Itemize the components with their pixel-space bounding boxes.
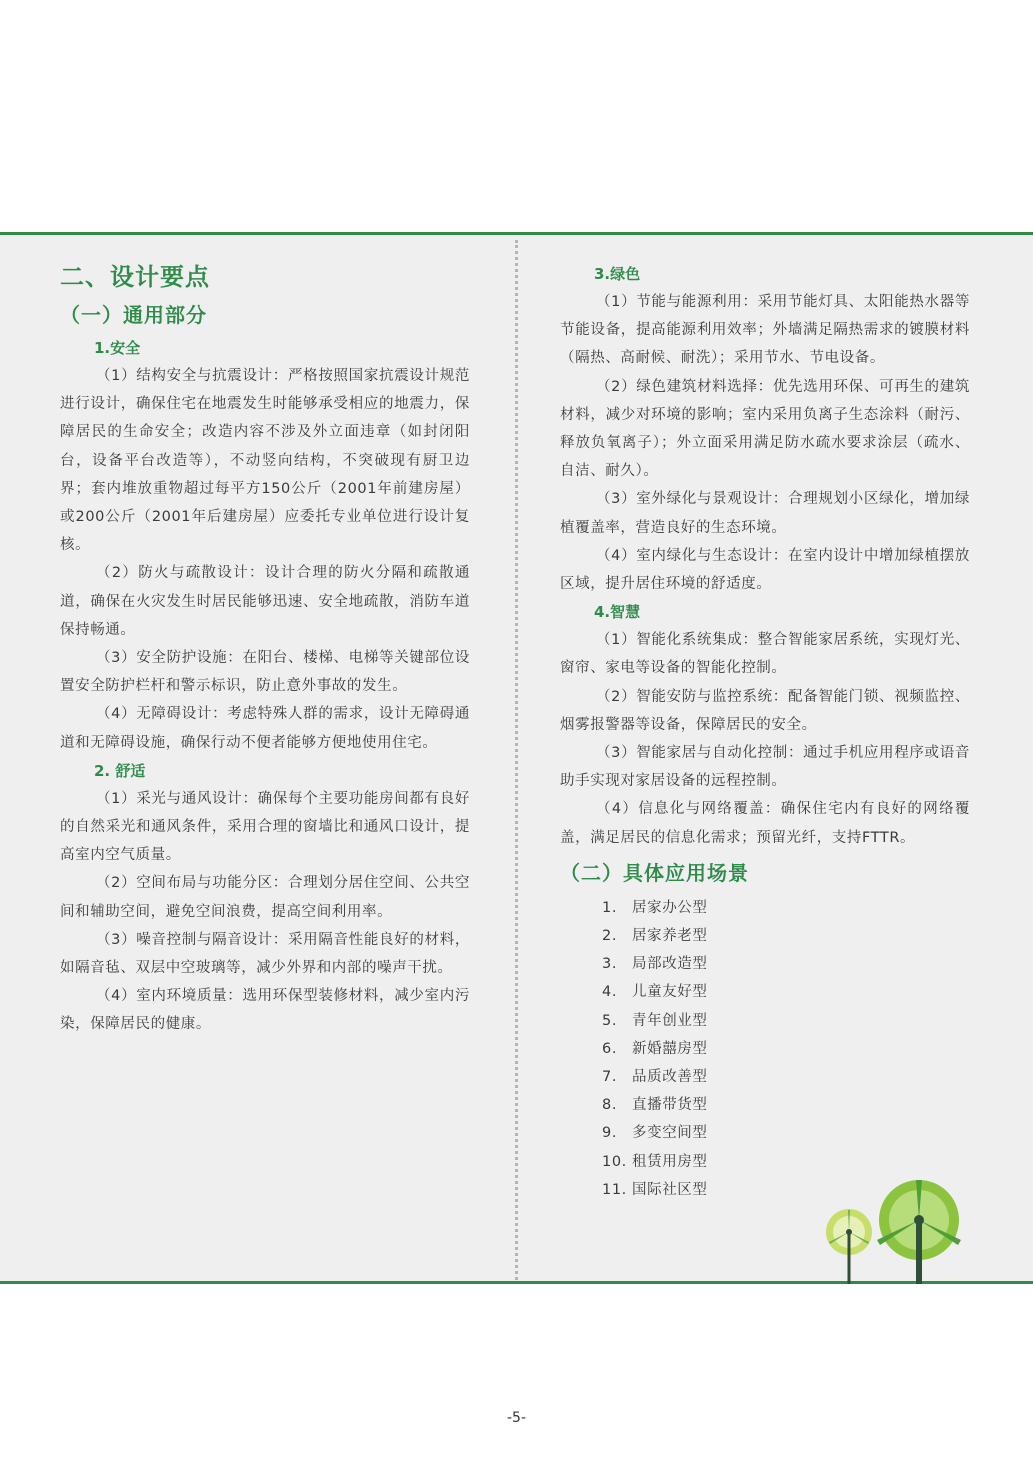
list-item: 5. 青年创业型: [602, 1012, 708, 1029]
paragraph: （3）噪音控制与隔音设计：采用隔音性能良好的材料，如隔音毡、双层中空玻璃等，减少外界和内部的噪声干扰。: [60, 931, 470, 977]
safety-title: 1.安全: [94, 339, 141, 357]
paragraph: （3）安全防护设施：在阳台、楼梯、电梯等关键部位设置安全防护栏杆和警示标识，防止意外事故的发生。: [60, 650, 470, 695]
section-heading: 二、设计要点: [60, 263, 210, 291]
list-item: 3. 局部改造型: [602, 956, 708, 973]
comfort-title: 2. 舒适: [94, 761, 146, 780]
left-column: [60, 260, 470, 1039]
page-number: -5-: [506, 1410, 526, 1426]
paragraph: （3）智能家居与自动化控制：通过手机应用程序或语音助手实现对家居设备的远程控制。: [560, 745, 970, 790]
list-item: 11. 国际社区型: [602, 1181, 708, 1198]
list-item: 8. 直播带货型: [602, 1097, 708, 1114]
paragraph: （2）智能安防与监控系统：配备智能门锁、视频监控、烟雾报警器等设备，保障居民的安全。: [560, 688, 970, 733]
list-item: 9. 多变空间型: [602, 1125, 708, 1142]
wind-turbine-icon: [815, 1170, 975, 1284]
smart-title: 4.智慧: [594, 603, 641, 622]
subsection-heading-scenarios: （二）具体应用场景: [560, 860, 749, 885]
list-item: 6. 新婚囍房型: [602, 1040, 708, 1057]
paragraph: （4）室内环境质量：选用环保型装修材料，减少室内污染，保障居民的健康。: [60, 988, 470, 1033]
paragraph: （1）智能化系统集成：整合智能家居系统，实现灯光、窗帘、家电等设备的智能化控制。: [560, 632, 970, 677]
scenario-list: [560, 894, 970, 1204]
column-divider: [515, 240, 518, 1280]
green-title: 3.绿色: [594, 265, 641, 283]
paragraph: （2）空间布局与功能分区：合理划分居住空间、公共空间和辅助空间，避免空间浪费，提高空间利用率。: [60, 875, 470, 920]
subsection-heading-general: （一）通用部分: [60, 303, 207, 327]
paragraph: （4）室内绿化与生态设计：在室内设计中增加绿植摆放区域，提升居住环境的舒适度。: [560, 547, 970, 593]
list-item: 1. 居家办公型: [602, 899, 708, 916]
paragraph: （4）信息化与网络覆盖：确保住宅内有良好的网络覆盖，满足居民的信息化需求；预留光纤，支持FTTR。: [560, 801, 970, 846]
right-column: [560, 260, 970, 1204]
paragraph: （2）绿色建筑材料选择：优先选用环保、可再生的建筑材料，减少对环境的影响；室内采用负离子生态涂料（耐污、释放负氧离子）；外立面采用满足防水疏水要求涂层（疏水、自洁、耐久）。: [560, 378, 970, 480]
list-item: 4. 儿童友好型: [602, 984, 708, 1001]
paragraph: （4）无障碍设计：考虑特殊人群的需求，设计无障碍通道和无障碍设施，确保行动不便者能够方便地使用住宅。: [60, 706, 470, 751]
list-item: 7. 品质改善型: [602, 1069, 708, 1086]
paragraph: （3）室外绿化与景观设计：合理规划小区绿化，增加绿植覆盖率，营造良好的生态环境。: [560, 491, 970, 536]
list-item: 10. 租赁用房型: [602, 1153, 708, 1170]
paragraph: （2）防火与疏散设计：设计合理的防火分隔和疏散通道，确保在火灾发生时居民能够迅速、安全地疏散，消防车道保持畅通。: [60, 565, 470, 638]
paragraph: （1）结构安全与抗震设计：严格按照国家抗震设计规范进行设计，确保住宅在地震发生时能够承受相应的地震力，保障居民的生命安全；改造内容不涉及外立面违章（如封闭阳台，设备平台改造等），不动竖向结构，不突破现有厨卫边界；套内堆放重物超过每平方150公斤（2001年前建房屋）或200公斤（2001年后建房屋）应委托专业单位进行设计复核。: [60, 368, 470, 554]
list-item: 2. 居家养老型: [602, 928, 708, 945]
paragraph: （1）节能与能源利用：采用节能灯具、太阳能热水器等节能设备，提高能源利用效率；外墙满足隔热需求的镀膜材料（隔热、高耐候、耐洗）；采用节水、节电设备。: [560, 294, 970, 367]
paragraph: （1）采光与通风设计：确保每个主要功能房间都有良好的自然采光和通风条件，采用合理的窗墙比和通风口设计，提高室内空气质量。: [60, 790, 470, 864]
